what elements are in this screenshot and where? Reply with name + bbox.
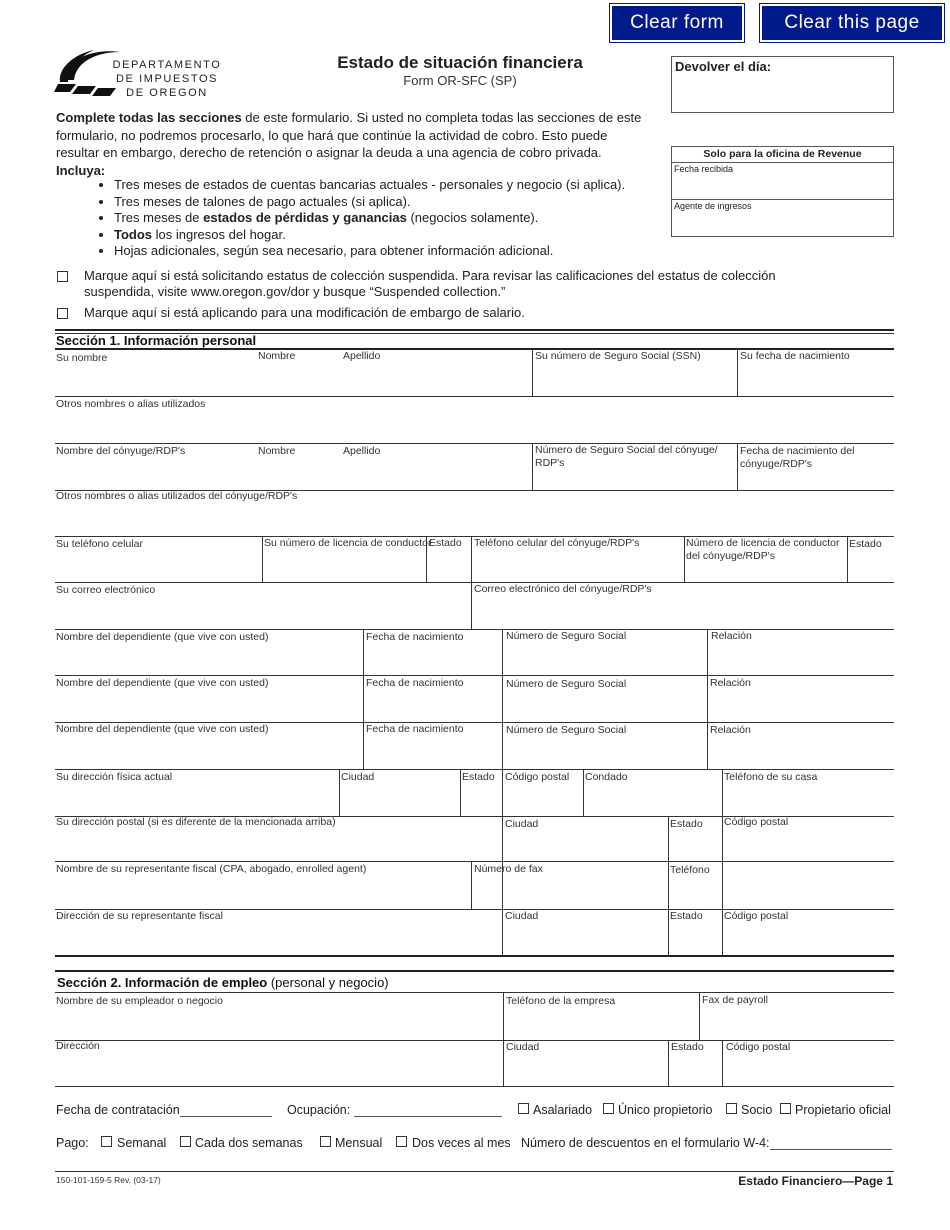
partner-label: Socio [741,1103,773,1117]
date-received-label: Fecha recibida [674,164,734,174]
logo-text: DEPARTAMENTO DE IMPUESTOS DE OREGON [112,59,222,99]
divider [55,329,894,331]
aliases-label: Otros nombres o alias utilizados [56,398,206,410]
dependent-dob-label: Fecha de nacimiento [366,677,464,689]
list-item: • Hojas adicionales, según sea necesario, para obtener información adicional. [114,243,714,260]
dependent-ssn-label: Número de Seguro Social [506,678,627,690]
salaried-label: Asalariado [533,1103,593,1117]
rep-zip-label: Código postal [724,910,789,922]
zip-label: Código postal [505,771,570,783]
biweekly-label: Cada dos semanas [195,1136,303,1150]
spouse-last-label: Apellido [343,445,381,457]
state-label: Estado [429,537,462,549]
garnishment-text: Marque aquí si está aplicando para una modificación de embargo de salario. [84,305,525,320]
suspended-collection-text: Marque aquí si está solicitando estatus de colección suspendida. Para revisar las calificaciones del estatus de colección suspendida, visite www.oregon.gov/dor y busque “Suspended collection.” [84,268,776,299]
sole-proprietor-checkbox[interactable] [603,1103,614,1114]
spouse-first-label: Nombre [258,445,296,457]
w4-field[interactable] [521,1136,892,1150]
dependent-name-label: Nombre del dependiente (que vive con usted) [56,631,269,643]
spouse-license-label: Número de licencia de conductor del cónyuge/RDP's [686,537,840,562]
company-phone-label: Teléfono de la empresa [506,995,616,1007]
rep-address-label: Dirección de su representante fiscal [56,910,223,922]
suspended-collection-checkbox[interactable] [57,271,68,282]
phone-label: Teléfono [670,864,710,876]
occupation-label: Ocupación: [287,1103,351,1117]
email-input[interactable] [56,598,470,628]
intro-paragraph: Complete todas las secciones de este formulario. Si usted no completa todas las secciones de este formulario, no podremos procesarlo, lo que hará que continúe la actividad de cobro. Esto puede resultar en embargo, derecho de retención o asignar la deuda a una agencia de cobro privada. Incluya: [56,110,642,178]
state-label: Estado [462,771,495,783]
aliases-input[interactable] [56,412,893,442]
list-item: • Todos los ingresos del hogar. [114,227,714,244]
dependent-ssn-label: Número de Seguro Social [506,724,627,736]
revenue-agent-label: Agente de ingresos [674,201,752,211]
semimonthly-label: Dos veces al mes [412,1136,511,1150]
list-item: • Tres meses de estados de cuentas bancarias actuales - personales y negocio (si aplica). [114,177,714,194]
garnishment-checkbox[interactable] [57,308,68,319]
relation-label: Relación [710,677,751,689]
spouse-state-label: Estado [849,538,882,550]
sole-proprietor-label: Único propietorio [618,1103,713,1117]
spouse-ssn-label: Número de Seguro Social del cónyuge/ RDP's [535,444,718,469]
section2-title: Sección 2. Información de empleo (personal y negocio) [57,975,389,990]
employer-address-label: Dirección [56,1040,100,1052]
pay-label: Pago: [56,1136,89,1150]
spouse-dob-label: Fecha de nacimiento del cónyuge/RDP's [740,445,855,470]
mail-zip-label: Código postal [724,816,789,828]
payroll-fax-label: Fax de payroll [702,994,768,1006]
license-label: Su número de licencia de conductor [264,537,432,549]
address-label: Su dirección física actual [56,771,173,783]
officer-label: Propietario oficial [795,1103,891,1117]
form-id: Form OR-SFC (SP) [403,73,517,88]
hire-date-label: Fecha de contratación [56,1103,180,1117]
list-item: • Tres meses de estados de pérdidas y ganancias (negocios solamente). [114,210,714,227]
monthly-checkbox[interactable] [320,1136,331,1147]
dependent-name-label: Nombre del dependiente (que vive con usted) [56,677,269,689]
spouse-email-input[interactable] [473,598,893,628]
dob-input[interactable] [739,364,893,395]
partner-checkbox[interactable] [726,1103,737,1114]
rep-city-label: Ciudad [505,910,539,922]
return-date-label: Devolver el día: [675,59,772,74]
email-label: Su correo electrónico [56,584,156,596]
ssn-input[interactable] [534,364,736,395]
biweekly-checkbox[interactable] [180,1136,191,1147]
county-label: Condado [585,771,628,783]
employer-zip-label: Código postal [726,1041,791,1053]
relation-label: Relación [710,724,751,736]
first-name-label: Nombre [258,350,296,362]
mail-city-label: Ciudad [505,818,539,830]
list-item: • Tres meses de talones de pago actuales (si aplica). [114,194,714,211]
relation-label: Relación [711,630,752,642]
weekly-label: Semanal [117,1136,167,1150]
rep-state-label: Estado [670,910,703,922]
salaried-checkbox[interactable] [518,1103,529,1114]
page-title: Estado de situación financiera [337,53,583,72]
cell-label: Su teléfono celular [56,538,143,550]
spouse-name-input[interactable] [56,458,531,489]
w4-label: Número de descuentos en el formulario W-4: [521,1136,770,1150]
hire-date-field[interactable] [56,1103,272,1117]
occupation-field[interactable] [287,1103,502,1117]
return-date-box[interactable] [671,56,894,113]
officer-checkbox[interactable] [780,1103,791,1114]
page-number: Estado Financiero—Page 1 [738,1174,893,1188]
fax-label: Número de fax [474,863,543,875]
dependent-dob-label: Fecha de nacimiento [366,723,464,735]
dependent-dob-label: Fecha de nacimiento [366,631,464,643]
section1-title: Sección 1. Información personal [56,333,257,348]
weekly-checkbox[interactable] [101,1136,112,1147]
spouse-aliases-input[interactable] [56,504,893,535]
clear-form-button[interactable]: Clear form [610,4,744,42]
ssn-label: Su número de Seguro Social (SSN) [535,350,701,362]
spouse-cell-label: Teléfono celular del cónyuge/RDP's [474,537,640,549]
spouse-email-label: Correo electrónico del cónyuge/RDP's [474,583,652,595]
home-phone-label: Teléfono de su casa [724,771,818,783]
form-code: 150-101-159-5 Rev. (03-17) [56,1175,161,1185]
your-name-input[interactable] [56,364,531,395]
your-name-label: Su nombre [56,352,108,364]
dob-label: Su fecha de nacimiento [740,350,850,362]
dependent-name-label: Nombre del dependiente (que vive con usted) [56,723,269,735]
mail-state-label: Estado [670,818,703,830]
monthly-label: Mensual [335,1136,383,1150]
employer-city-label: Ciudad [506,1041,540,1053]
office-use-title: Solo para la oficina de Revenue [672,147,893,163]
last-name-label: Apellido [343,350,381,362]
semimonthly-checkbox[interactable] [396,1136,407,1147]
dependent-ssn-label: Número de Seguro Social [506,630,627,642]
rep-label: Nombre de su representante fiscal (CPA, abogado, enrolled agent) [56,863,367,875]
employer-state-label: Estado [671,1041,704,1053]
employer-label: Nombre de su empleador o negocio [56,995,223,1007]
spouse-name-label: Nombre del cónyuge/RDP's [56,445,186,457]
include-list [56,177,714,260]
spouse-aliases-label: Otros nombres o alias utilizados del cónyuge/RDP's [56,490,298,502]
clear-page-button[interactable]: Clear this page [760,4,944,42]
city-label: Ciudad [341,771,375,783]
mail-address-label: Su dirección postal (si es diferente de la mencionada arriba) [56,816,336,828]
